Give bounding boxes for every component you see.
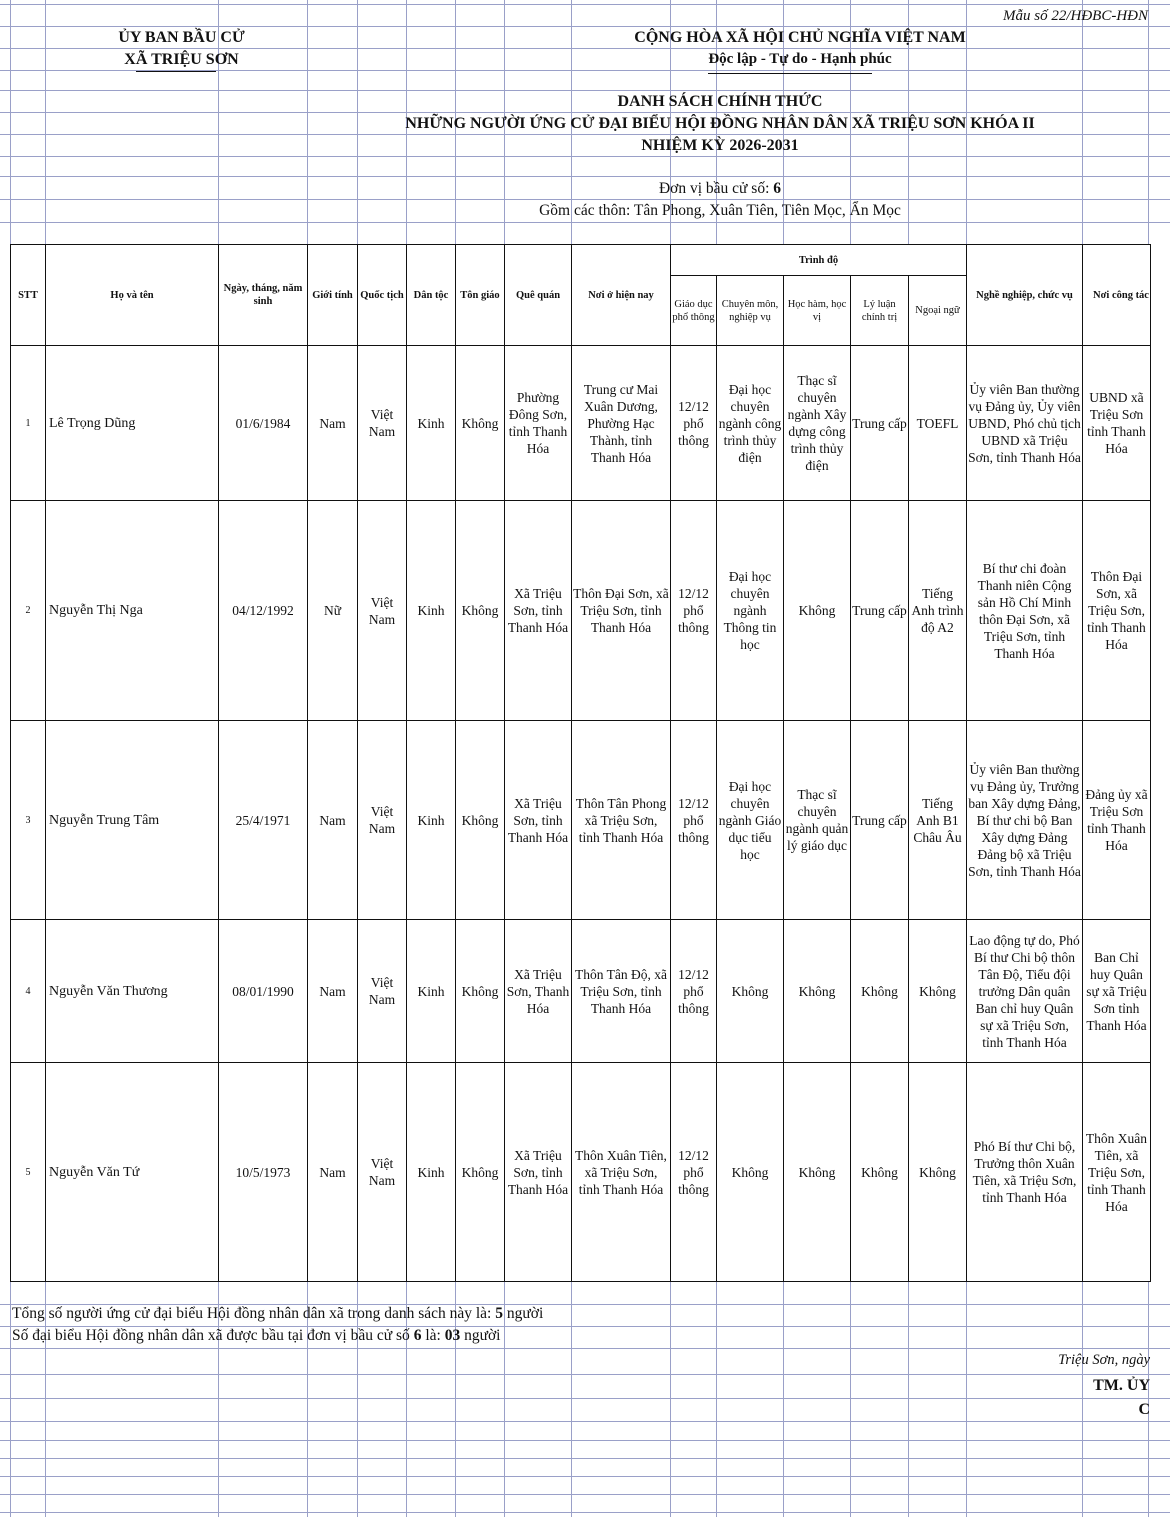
- cell-nationality: Việt Nam: [358, 920, 407, 1063]
- cell-political: Trung cấp: [851, 501, 909, 721]
- cell-ethnicity: Kinh: [407, 346, 456, 501]
- summary-seats-unit-number: 6: [413, 1327, 422, 1344]
- cell-name: Lê Trọng Dũng: [46, 346, 219, 501]
- table-row: [11, 501, 1151, 721]
- cell-general-edu: 12/12 phổ thông: [671, 721, 717, 920]
- summary-total: [12, 1305, 543, 1323]
- header-dob: Ngày, tháng, năm sinh: [219, 245, 308, 346]
- cell-hometown: Phường Đông Sơn, tỉnh Thanh Hóa: [505, 346, 572, 501]
- summary-seats: [12, 1327, 500, 1345]
- cell-general-edu: 12/12 phổ thông: [671, 920, 717, 1063]
- cell-ethnicity: Kinh: [407, 721, 456, 920]
- summary-total-count: 5: [495, 1305, 503, 1322]
- cell-hometown: Xã Triệu Sơn, tỉnh Thanh Hóa: [505, 501, 572, 721]
- commune-name: XÃ TRIỆU SƠN: [124, 51, 239, 68]
- signature-title: TM. ỦY: [1093, 1377, 1150, 1394]
- cell-gender: Nam: [308, 346, 358, 501]
- cell-nationality: Việt Nam: [358, 1063, 407, 1282]
- summary-total-unit: người: [506, 1305, 544, 1322]
- cell-religion: Không: [456, 501, 505, 721]
- summary-total-text: Tổng số người ứng cử đại biểu Hội đồng nhân dân xã trong danh sách này là:: [12, 1305, 492, 1322]
- cell-specialty: Không: [717, 920, 784, 1063]
- cell-residence: Thôn Xuân Tiên, xã Triệu Sơn, tỉnh Thanh Hóa: [572, 1063, 671, 1282]
- cell-stt: 5: [11, 1063, 46, 1282]
- cell-hometown: Xã Triệu Sơn, Thanh Hóa: [505, 920, 572, 1063]
- cell-occupation: Ủy viên Ban thường vụ Đảng ủy, Trưởng ban Xây dựng Đảng, Bí thư chi bộ Ban Xây dựng Đảng Đảng bộ xã Triệu Sơn, tỉnh Thanh Hóa: [967, 721, 1083, 920]
- table-row: [11, 920, 1151, 1063]
- cell-occupation: Lao động tự do, Phó Bí thư Chi bộ thôn Tân Độ, Tiểu đội trưởng Dân quân Ban chỉ huy Quân sự xã Triệu Sơn, tỉnh Thanh Hóa: [967, 920, 1083, 1063]
- cell-ethnicity: Kinh: [407, 920, 456, 1063]
- doc-subtitle: NHỮNG NGƯỜI ỨNG CỬ ĐẠI BIỂU HỘI ĐỒNG NHÂN DÂN XÃ TRIỆU SƠN KHÓA II: [405, 115, 1035, 132]
- header-hometown: Quê quán: [505, 245, 572, 346]
- cell-general-edu: 12/12 phổ thông: [671, 501, 717, 721]
- cell-academic: Không: [784, 501, 851, 721]
- cell-hometown: Xã Triệu Sơn, tỉnh Thanh Hóa: [505, 1063, 572, 1282]
- header-political: Lý luận chính trị: [851, 276, 909, 346]
- cell-language: Không: [909, 1063, 967, 1282]
- header-name: Họ và tên: [46, 245, 219, 346]
- cell-workplace: Ban Chỉ huy Quân sự xã Triệu Sơn tỉnh Thanh Hóa: [1083, 920, 1151, 1063]
- commune-underline: [136, 71, 216, 72]
- cell-residence: Thôn Đại Sơn, xã Triệu Sơn, tỉnh Thanh Hóa: [572, 501, 671, 721]
- cell-academic: Không: [784, 920, 851, 1063]
- cell-political: Trung cấp: [851, 346, 909, 501]
- header-stt: STT: [11, 245, 46, 346]
- cell-religion: Không: [456, 1063, 505, 1282]
- summary-seats-count: 03: [444, 1327, 461, 1344]
- doc-title: DANH SÁCH CHÍNH THỨC: [617, 93, 823, 110]
- signature-place-date: Triệu Sơn, ngày: [1058, 1352, 1150, 1368]
- cell-language: Không: [909, 920, 967, 1063]
- cell-workplace: UBND xã Triệu Sơn tỉnh Thanh Hóa: [1083, 346, 1151, 501]
- cell-religion: Không: [456, 721, 505, 920]
- cell-religion: Không: [456, 346, 505, 501]
- header-ethnicity: Dân tộc: [407, 245, 456, 346]
- cell-dob: 10/5/1973: [219, 1063, 308, 1282]
- term: NHIỆM KỲ 2026-2031: [641, 137, 799, 154]
- election-unit-villages: Gồm các thôn: Tân Phong, Xuân Tiên, Tiên Mọc, Ẩn Mọc: [539, 202, 901, 219]
- election-unit-number: 6: [773, 180, 782, 197]
- header-workplace: Nơi công tác: [1083, 245, 1151, 346]
- cell-general-edu: 12/12 phổ thông: [671, 1063, 717, 1282]
- header-specialty: Chuyên môn, nghiệp vụ: [717, 276, 784, 346]
- cell-specialty: Đại học chuyên ngành Giáo dục tiểu học: [717, 721, 784, 920]
- cell-specialty: Không: [717, 1063, 784, 1282]
- cell-stt: 4: [11, 920, 46, 1063]
- cell-occupation: Phó Bí thư Chi bộ, Trưởng thôn Xuân Tiên, xã Triệu Sơn, tỉnh Thanh Hóa: [967, 1063, 1083, 1282]
- cell-ethnicity: Kinh: [407, 1063, 456, 1282]
- cell-workplace: Thôn Đại Sơn, xã Triệu Sơn, tỉnh Thanh Hóa: [1083, 501, 1151, 721]
- cell-specialty: Đại học chuyên ngành công trình thủy điện: [717, 346, 784, 501]
- cell-nationality: Việt Nam: [358, 721, 407, 920]
- cell-academic: Thạc sĩ chuyên ngành quản lý giáo dục: [784, 721, 851, 920]
- cell-language: Tiếng Anh trình độ A2: [909, 501, 967, 721]
- cell-nationality: Việt Nam: [358, 346, 407, 501]
- header-education: Trình độ: [671, 245, 967, 276]
- election-unit-label: Đơn vị bầu cử số:: [658, 180, 770, 197]
- cell-dob: 08/01/1990: [219, 920, 308, 1063]
- form-number: Mẫu số 22/HĐBC-HĐN: [1003, 8, 1148, 24]
- header-academic: Học hàm, học vị: [784, 276, 851, 346]
- header-language: Ngoại ngữ: [909, 276, 967, 346]
- summary-seats-mid: là:: [425, 1327, 441, 1344]
- cell-gender: Nam: [308, 721, 358, 920]
- cell-name: Nguyễn Trung Tâm: [46, 721, 219, 920]
- election-unit: [300, 180, 1140, 198]
- cell-dob: 25/4/1971: [219, 721, 308, 920]
- cell-name: Nguyễn Văn Tứ: [46, 1063, 219, 1282]
- cell-dob: 01/6/1984: [219, 346, 308, 501]
- motto: Độc lập - Tự do - Hạnh phúc: [708, 51, 892, 67]
- cell-specialty: Đại học chuyên ngành Thông tin học: [717, 501, 784, 721]
- signature-role: C: [1138, 1401, 1150, 1418]
- committee-name: ỦY BAN BẦU CỬ: [118, 29, 245, 46]
- candidate-table: [10, 244, 1151, 1282]
- cell-general-edu: 12/12 phổ thông: [671, 346, 717, 501]
- cell-stt: 2: [11, 501, 46, 721]
- cell-gender: Nữ: [308, 501, 358, 721]
- cell-political: Trung cấp: [851, 721, 909, 920]
- header-occupation: Nghề nghiệp, chức vụ: [967, 245, 1083, 346]
- cell-language: Tiếng Anh B1 Châu Âu: [909, 721, 967, 920]
- cell-academic: Thạc sĩ chuyên ngành Xây dựng công trình thủy điện: [784, 346, 851, 501]
- header-general-edu: Giáo dục phổ thông: [671, 276, 717, 346]
- country-title: CỘNG HÒA XÃ HỘI CHỦ NGHĨA VIỆT NAM: [634, 29, 966, 46]
- cell-name: Nguyễn Thị Nga: [46, 501, 219, 721]
- cell-occupation: Ủy viên Ban thường vụ Đảng ủy, Ủy viên UBND, Phó chủ tịch UBND xã Triệu Sơn, tỉnh Thanh Hóa: [967, 346, 1083, 501]
- cell-stt: 3: [11, 721, 46, 920]
- cell-residence: Thôn Tân Phong xã Triệu Sơn, tỉnh Thanh Hóa: [572, 721, 671, 920]
- cell-gender: Nam: [308, 1063, 358, 1282]
- cell-residence: Trung cư Mai Xuân Dương, Phường Hạc Thành, tỉnh Thanh Hóa: [572, 346, 671, 501]
- cell-residence: Thôn Tân Độ, xã Triệu Sơn, tỉnh Thanh Hóa: [572, 920, 671, 1063]
- header-gender: Giới tính: [308, 245, 358, 346]
- cell-nationality: Việt Nam: [358, 501, 407, 721]
- cell-political: Không: [851, 920, 909, 1063]
- cell-academic: Không: [784, 1063, 851, 1282]
- cell-stt: 1: [11, 346, 46, 501]
- cell-workplace: Đảng ủy xã Triệu Sơn tỉnh Thanh Hóa: [1083, 721, 1151, 920]
- cell-occupation: Bí thư chi đoàn Thanh niên Cộng sản Hồ Chí Minh thôn Đại Sơn, xã Triệu Sơn, tỉnh Thanh Hóa: [967, 501, 1083, 721]
- header-religion: Tôn giáo: [456, 245, 505, 346]
- header-residence: Nơi ở hiện nay: [572, 245, 671, 346]
- table-row: [11, 721, 1151, 920]
- cell-language: TOEFL: [909, 346, 967, 501]
- motto-underline: [708, 73, 872, 74]
- cell-political: Không: [851, 1063, 909, 1282]
- cell-workplace: Thôn Xuân Tiên, xã Triệu Sơn, tỉnh Thanh Hóa: [1083, 1063, 1151, 1282]
- header-nationality: Quốc tịch: [358, 245, 407, 346]
- cell-religion: Không: [456, 920, 505, 1063]
- cell-name: Nguyễn Văn Thương: [46, 920, 219, 1063]
- cell-dob: 04/12/1992: [219, 501, 308, 721]
- table-row: [11, 1063, 1151, 1282]
- cell-hometown: Xã Triệu Sơn, tỉnh Thanh Hóa: [505, 721, 572, 920]
- table-row: [11, 346, 1151, 501]
- cell-ethnicity: Kinh: [407, 501, 456, 721]
- summary-seats-text: Số đại biểu Hội đồng nhân dân xã được bầu tại đơn vị bầu cử số: [12, 1327, 410, 1344]
- cell-gender: Nam: [308, 920, 358, 1063]
- summary-seats-suffix: người: [464, 1327, 501, 1344]
